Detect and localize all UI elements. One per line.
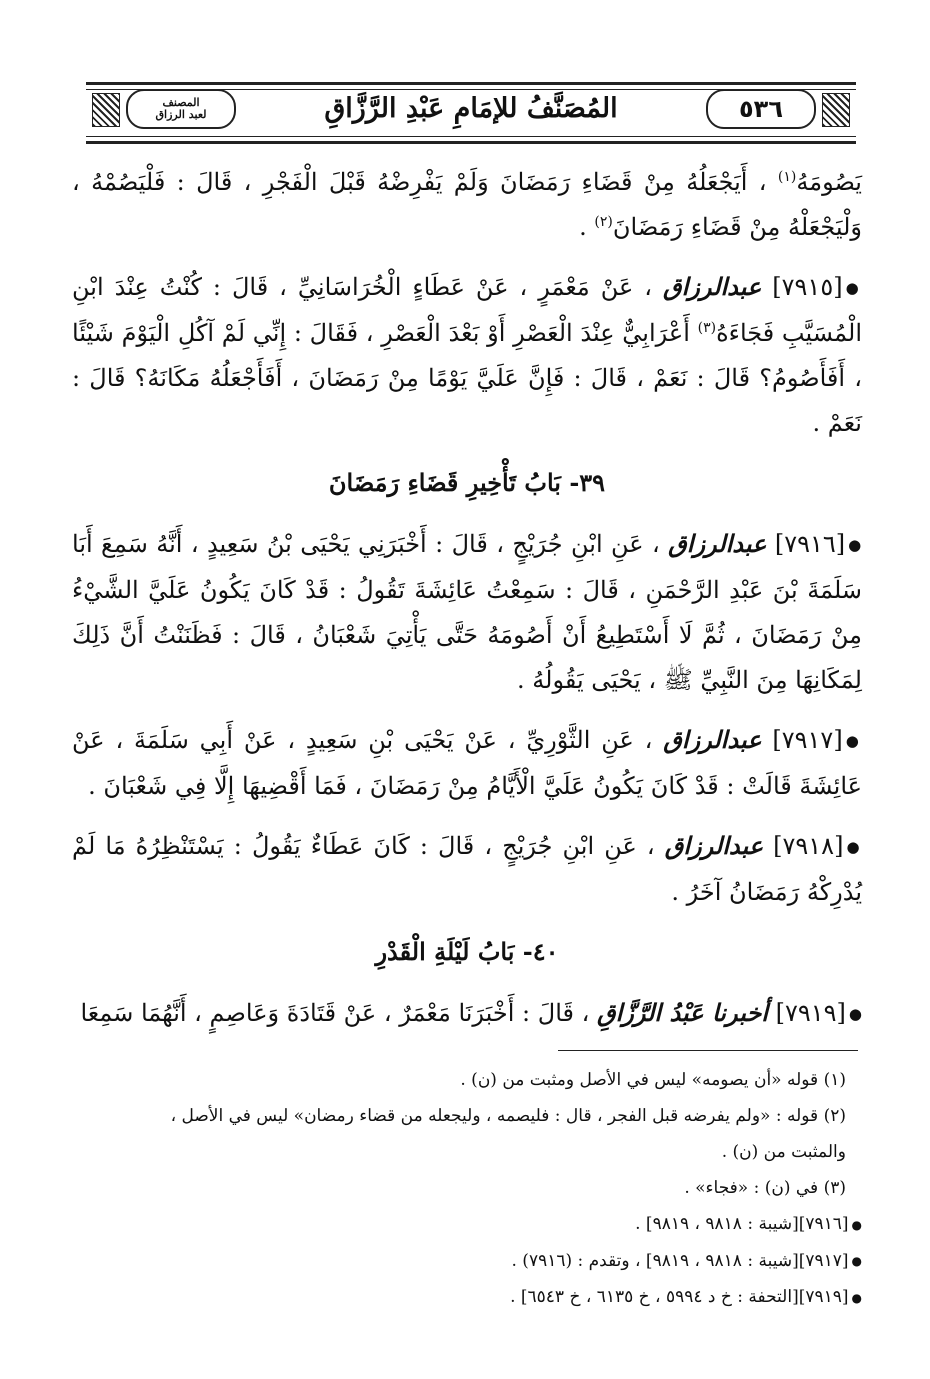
- ornament-icon: [92, 93, 120, 127]
- bullet-icon: ●: [845, 279, 863, 297]
- text-run: .: [579, 213, 595, 241]
- hadith-7916: [72, 521, 862, 703]
- cross-reference: [72, 1206, 862, 1243]
- narrator-name: عبدالرزاق: [664, 831, 764, 860]
- cross-reference: [72, 1279, 862, 1316]
- bullet-icon: ●: [848, 1005, 862, 1023]
- cross-reference: [72, 1243, 862, 1280]
- bullet-icon: ●: [851, 1217, 862, 1232]
- cross-reference-text: [٧٩١٦][شيبة : ٩٨١٨ ، ٩٨١٩] .: [635, 1214, 849, 1234]
- narrator-name: أخبرنا عَبْدُ الرَّزَّاقِ: [597, 998, 768, 1027]
- hadith-number: [٧٩١٦]: [774, 530, 846, 558]
- text-run: أَعْرَابِيٌّ عِنْدَ الْعَصْرِ أَوْ بَعْدَ الْعَصْرِ ، فَقَالَ : إِنِّي لَمْ آكُلِ الْيَوْمَ شَيْئًا ، أَفَأَصُومُ؟ قَالَ : نَعَمْ ، قَالَ : فَإِنَّ عَلَيَّ يَوْمًا مِنْ رَمَضَانَ ، أَفَأَجْعَلُهُ مَكَانَهُ؟ قَالَ : نَعَمْ .: [72, 319, 862, 437]
- chapter-heading: ٣٩- بَابُ تَأْخِيرِ قَضَاءِ رَمَضَانَ: [328, 468, 606, 497]
- hadith-7919: [72, 990, 862, 1037]
- hadith-number: [٧٩١٨]: [773, 832, 844, 860]
- main-text: [72, 160, 862, 1043]
- page-number: ٥٣٦: [739, 95, 783, 123]
- bullet-icon: ●: [851, 1254, 862, 1268]
- footnote-ref[interactable]: (٣): [697, 320, 717, 336]
- footnote: (١) قوله «أن يصومه» ليس في الأصل ومثبت من (ن) .: [460, 1070, 846, 1090]
- text-run: ، أَيَجْعَلُهُ مِنْ قَضَاءِ رَمَضَانَ وَلَمْ يَفْرِضْهُ قَبْلَ الْفَجْرِ ، قَالَ : فَلْيَصُمْهُ ، وَلْيَجْعَلْهُ مِنْ قَضَاءِ رَمَضَانَ: [72, 168, 862, 241]
- hadith-7915: [72, 264, 862, 446]
- footnote-divider: [558, 1050, 858, 1051]
- stamp-line: المصنف: [162, 96, 200, 109]
- hadith-number: [٧٩١٥]: [772, 273, 843, 301]
- hadith-number: [٧٩١٩]: [775, 999, 846, 1027]
- footnotes: [72, 1062, 862, 1316]
- narrator-name: عبدالرزاق: [668, 529, 767, 558]
- text-run: يَصُومَهُ: [796, 168, 862, 196]
- text-run: ، قَالَ : أَخْبَرَنَا مَعْمَرٌ ، عَنْ قَتَادَةَ وَعَاصِمٍ ، أَنَّهُمَا سَمِعَا: [80, 999, 597, 1027]
- bullet-icon: ●: [851, 1290, 862, 1305]
- text-run: ، عَنِ ابْنِ جُرَيْجٍ ، قَالَ : كَانَ عَطَاءٌ يَقُولُ : يَسْتَنْظِرُهُ مَا لَمْ يُدْرِكْهُ رَمَضَانُ آخَرُ .: [72, 832, 862, 906]
- bullet-icon: ●: [846, 838, 862, 856]
- footnote: (٣) في (ن) : «فجاء» .: [684, 1178, 846, 1198]
- page-number-frame: [706, 89, 816, 129]
- paragraph: [72, 160, 862, 250]
- cross-reference-text: [٧٩١٩][التحفة : خ د ٥٩٩٤ ، خ ٦١٣٥ ، خ ٦٥٤٣] .: [510, 1287, 849, 1307]
- footnote-continuation: والمثبت من (ن) .: [721, 1142, 846, 1162]
- narrator-name: عبدالرزاق: [663, 725, 762, 754]
- narrator-name: عبدالرزاق: [663, 272, 762, 301]
- text-run: ، عَنِ الثَّوْرِيِّ ، عَنْ يَحْيَى بْنِ سَعِيدٍ ، عَنْ أَبِي سَلَمَةَ ، عَنْ عَائِشَةَ قَالَتْ : قَدْ كَانَ يَكُونُ عَلَيَّ الْأَيَّامُ مِنْ رَمَضَانَ ، فَمَا أَقْضِيهَا إِلَّا فِي شَعْبَانَ .: [72, 726, 862, 800]
- cross-reference-text: [٧٩١٧][شيبة : ٩٨١٨ ، ٩٨١٩] ، وتقدم : (٧٩١٦) .: [511, 1250, 849, 1271]
- bullet-icon: ●: [845, 732, 862, 750]
- page-header: [86, 82, 856, 144]
- hadith-7918: [72, 823, 862, 915]
- text-run: ، عَنِ ابْنِ جُرَيْجٍ ، قَالَ : أَخْبَرَنِي يَحْيَى بْنُ سَعِيدٍ ، أَنَّهُ سَمِعَ أَبَا سَلَمَةَ بْنَ عَبْدِ الرَّحْمَنِ ، قَالَ : سَمِعْتُ عَائِشَةَ تَقُولُ : قَدْ كَانَ يَكُونُ عَلَيَّ الشَّيْءُ مِنْ رَمَضَانَ ، ثُمَّ لَا أَسْتَطِيعُ أَنْ أَصُومَهُ حَتَّى يَأْتِيَ شَعْبَانُ ، قَالَ : فَظَنَنْتُ أَنَّ ذَلِكَ لِمَكَانِهَا مِنَ النَّبِيِّ ﷺ ، يَحْيَى يَقُولُهُ .: [72, 530, 862, 694]
- stamp-line: لعبد الرزاق: [155, 108, 207, 121]
- footnote: (٢) قوله : «ولم يفرضه قبل الفجر ، قال : فليصمه ، وليجعله من قضاء رمضان» ليس في الأصل ،: [170, 1106, 846, 1126]
- hadith-number: [٧٩١٧]: [772, 726, 843, 754]
- running-title: المُصَنَّفُ للإمَامِ عَبْدِ الرَّزَّاقِ: [324, 93, 618, 124]
- hadith-7917: [72, 717, 862, 809]
- chapter-heading: ٤٠- بَابُ لَيْلَةِ الْقَدْرِ: [375, 937, 559, 966]
- text-run: ، عَنْ مَعْمَرٍ ، عَنْ عَطَاءٍ الْخُرَاسَانِيِّ ، قَالَ : كُنْتُ عِنْدَ ابْنِ الْمُسَيَّبِ فَجَاءَهُ: [72, 273, 863, 347]
- book-stamp: [126, 89, 236, 129]
- ornament-icon: [822, 93, 850, 127]
- footnote-ref[interactable]: (٢): [594, 214, 613, 230]
- bullet-icon: ●: [848, 536, 862, 554]
- footnote-ref[interactable]: (١): [777, 169, 797, 185]
